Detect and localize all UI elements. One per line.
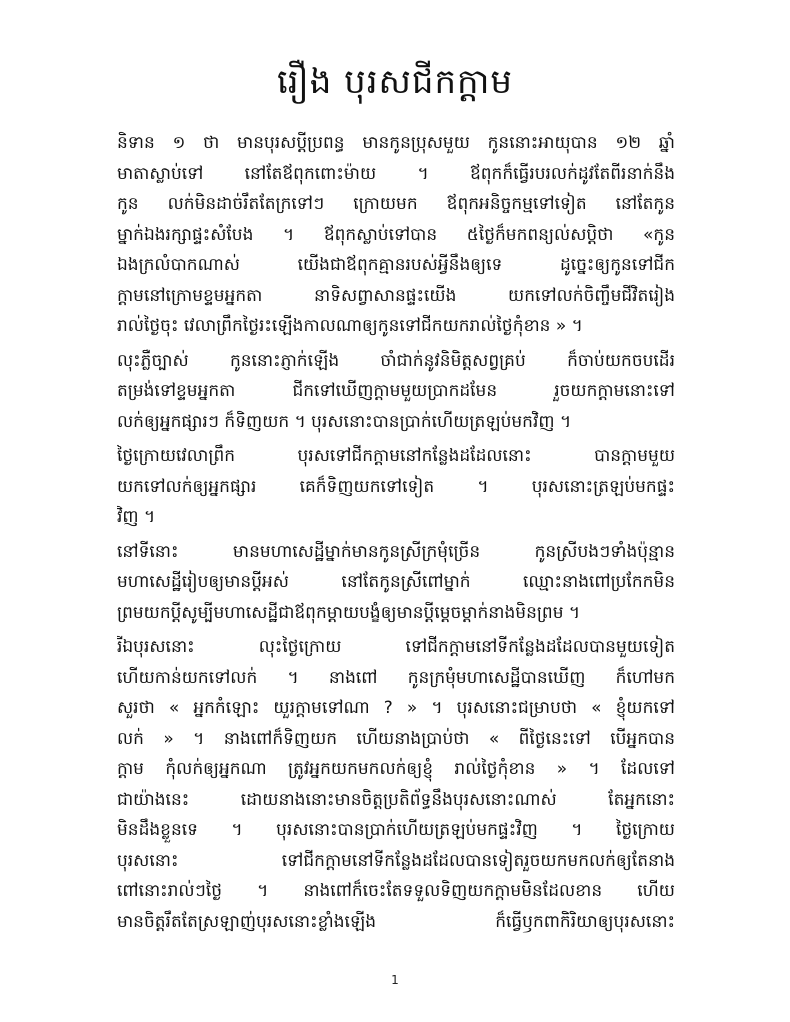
text-line: រីឯបុរសនោះ លុះថ្ងៃក្រោយ ទៅជីកក្តាមនៅទីកន្លែងដដែលបានមួយទៀត [117, 637, 675, 657]
text-line: សួរថា « អ្នកកំឡោះ យួរក្តាមទៅណា ? » ។ បុរសនោះជម្រាបថា « ខ្ញុំយកទៅ [117, 698, 675, 718]
text-line: ពៅនោះរាល់ៗថ្ងៃ ។ នាងពៅក៏ចេះតែទទួលទិញយកក្តាមមិនដែលខាន ហើយ [117, 881, 675, 901]
text-line: លុះភ្លឺច្បាស់ កូននោះភ្ញាក់ឡើង ចាំជាក់នូវនិមិត្តសព្វគ្រប់ ក៏ចាប់យកចបដើរ [117, 350, 675, 371]
text-line: វិញ ។ [117, 507, 156, 527]
text-line: និទាន ១ ថា មានបុរសប្តីប្រពន្ធ មានកូនប្រុសមួយ កូននោះអាយុបាន ១២ ឆ្នាំ [117, 133, 675, 153]
text-line: រាល់ថ្ងៃចុះ វេលាព្រឹកថ្ងៃរះឡើងកាលណាឲ្យកូនទៅជីកយករាល់ថ្ងៃកុំខាន » ។ [117, 316, 583, 336]
text-line: លក់ » ។ នាងពៅក៏ទិញយក ហើយនាងប្រាប់ថា « ពីថ្ងៃនេះទៅ បើអ្នកបាន [117, 728, 675, 749]
paragraph-1 [117, 128, 675, 342]
paragraph-5 [117, 632, 675, 937]
paragraph-4 [117, 537, 675, 629]
text-line: មហាសេដ្ឋីរៀបឲ្យមានប្តីអស់ នៅតែកូនស្រីពៅម្នាក់ ឈ្មោះនាងពៅប្រកែកមិន [117, 572, 675, 592]
story-title: រឿង បុរសជីកក្តាម [277, 62, 513, 102]
paragraph-2 [117, 346, 675, 438]
text-line: ព្រមយកប្តីសូម្បីមហាសេដ្ឋីជាឪពុកម្តាយបង្ខំឲ្យមានប្តីម្តេចម្តាក់នាងមិនព្រម ។ [117, 602, 581, 623]
page-number: 1 [391, 973, 399, 987]
text-line: ថ្ងៃក្រោយវេលាព្រឹក បុរសទៅជីកក្តាមនៅកន្លែងដដែលនោះ បានក្តាមមួយ [117, 446, 675, 466]
text-line: ក្តាមនៅក្រោមខ្ទមអ្នកតា នាទិសព្វាសានផ្ទះយើង យកទៅលក់ចិញ្ចឹមជីវិតរៀង [117, 285, 675, 306]
text-line: ក្តាម កុំលក់ឲ្យអ្នកណា ត្រូវអ្នកយកមកលក់ឲ្យខ្ញុំ រាល់ថ្ងៃកុំខាន » ។ ដែលទៅ [117, 759, 675, 779]
text-line: ឯងក្រលំបាកណាស់ យើងជាឪពុកគ្មានរបស់អ្វីនឹងឲ្យទេ ដូច្នេះឲ្យកូនទៅជីក [117, 255, 675, 275]
text-line: មិនដឹងខ្លួនទេ ។ បុរសនោះបានប្រាក់ហើយត្រឡប់មកផ្ទះវិញ ។ ថ្ងៃក្រោយ [117, 820, 675, 840]
text-line: តម្រង់ទៅខ្ទមអ្នកតា ជីកទៅឃើញក្តាមមួយប្រាកដមែន រួចយកក្តាមនោះទៅ [117, 381, 675, 401]
text-line: ជាយ៉ាងនេះ ដោយនាងនោះមានចិត្តប្រតិព័ទ្ធនឹងបុរសនោះណាស់ តែអ្នកនោះ [117, 789, 675, 810]
text-line: មាតាស្លាប់ទៅ នៅតែឪពុកពោះម៉ាយ ។ ឪពុកក៏ធ្វើរបរលក់ដូវតែពីរនាក់នឹង [117, 163, 675, 184]
text-line: យកទៅលក់ឲ្យអ្នកផ្សារ គេក៏ទិញយកទៅទៀត ។ បុរសនោះត្រឡប់មកផ្ទះ [117, 476, 675, 497]
text-line: នៅទីនោះ មានមហាសេដ្ឋីម្នាក់មានកូនស្រីក្រមុំច្រើន កូនស្រីបងៗទាំងប៉ុន្មាន [117, 541, 675, 562]
text-line: ម្នាក់ឯងរក្សាផ្ទះសំបែង ។ ឪពុកស្លាប់ទៅបាន ៥ថ្ងៃក៏មកពន្យល់សប្តិថា «កូន [117, 224, 675, 245]
text-line: បុរសនោះ ទៅជីកក្តាមនៅទីកន្លែងដដែលបានទៀតរួចយកមកលក់ឲ្យតែនាង [117, 850, 675, 871]
story-body [117, 128, 675, 941]
paragraph-3 [117, 441, 675, 533]
text-line: លក់ឲ្យអ្នកផ្សារៗ ក៏ទិញយក ។ បុរសនោះបានប្រាក់ហើយត្រឡប់មកវិញ ។ [117, 411, 572, 432]
text-line: មានចិត្តរឹតតែស្រឡាញ់បុរសនោះខ្លាំងឡើង ក៏ធ្វើឫកពាកិរិយាឲ្យបុរសនោះ [117, 911, 675, 932]
text-line: កូន លក់មិនដាច់រឹតតែក្រទៅៗ ក្រោយមក ឪពុកអនិច្ចកម្មទៅទៀត នៅតែកូន [117, 194, 675, 214]
text-line: ហើយកាន់យកទៅលក់ ។ នាងពៅ កូនក្រមុំមហាសេដ្ឋីបានឃើញ ក៏ហៅមក [117, 667, 675, 688]
